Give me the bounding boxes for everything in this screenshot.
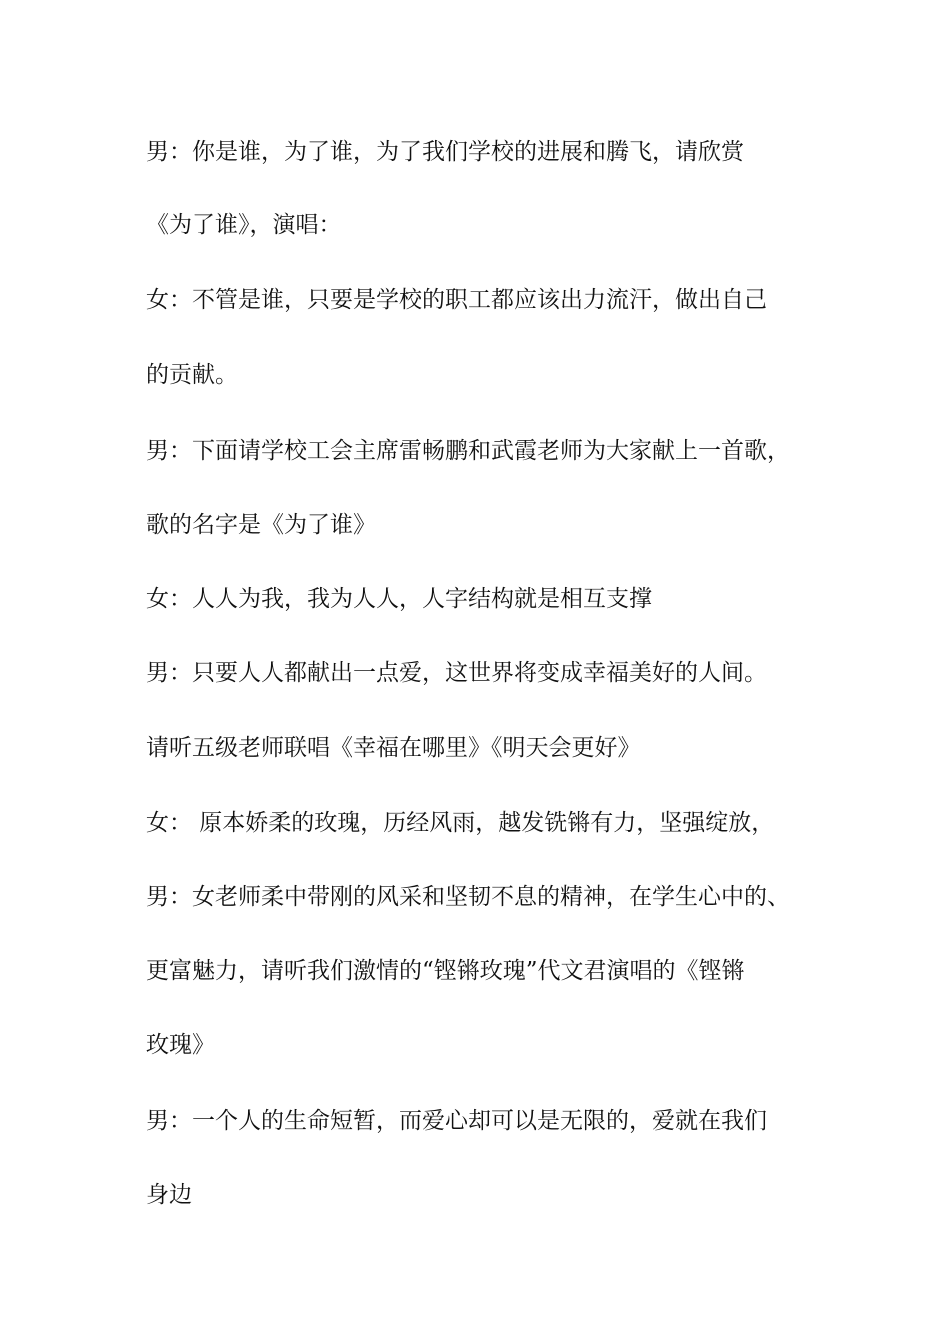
text-line-6: 歌的名字是《为了谁》	[146, 512, 376, 538]
text-line-5: 男：下面请学校工会主席雷畅鹏和武霞老师为大家献上一首歌，	[146, 438, 790, 464]
text-line-14: 男：一个人的生命短暂，而爱心却可以是无限的，爱就在我们	[146, 1108, 767, 1134]
text-line-8: 男：只要人人都献出一点爱，这世界将变成幸福美好的人间。	[146, 660, 767, 686]
text-line-12: 更富魅力，请听我们激情的“铿锵玫瑰”代文君演唱的《铿锵	[146, 958, 745, 984]
text-line-15: 身边	[146, 1182, 192, 1208]
text-line-7: 女：人人为我，我为人人，人字结构就是相互支撑	[146, 586, 652, 612]
text-line-10: 女： 原本娇柔的玫瑰，历经风雨，越发铣锵有力，坚强绽放，	[146, 810, 775, 836]
text-line-11: 男：女老师柔中带刚的风采和坚韧不息的精神，在学生心中的、	[146, 884, 790, 910]
text-line-1: 男：你是谁，为了谁，为了我们学校的进展和腾飞，请欣赏	[146, 139, 744, 165]
text-line-4: 的贡献。	[146, 362, 238, 388]
text-line-2: 《为了谁》，演唱：	[146, 212, 342, 238]
text-line-3: 女：不管是谁，只要是学校的职工都应该出力流汗，做出自己	[146, 287, 767, 313]
text-line-9: 请听五级老师联唱《幸福在哪里》《明天会更好》	[146, 735, 641, 761]
text-line-13: 玫瑰》	[146, 1032, 215, 1058]
